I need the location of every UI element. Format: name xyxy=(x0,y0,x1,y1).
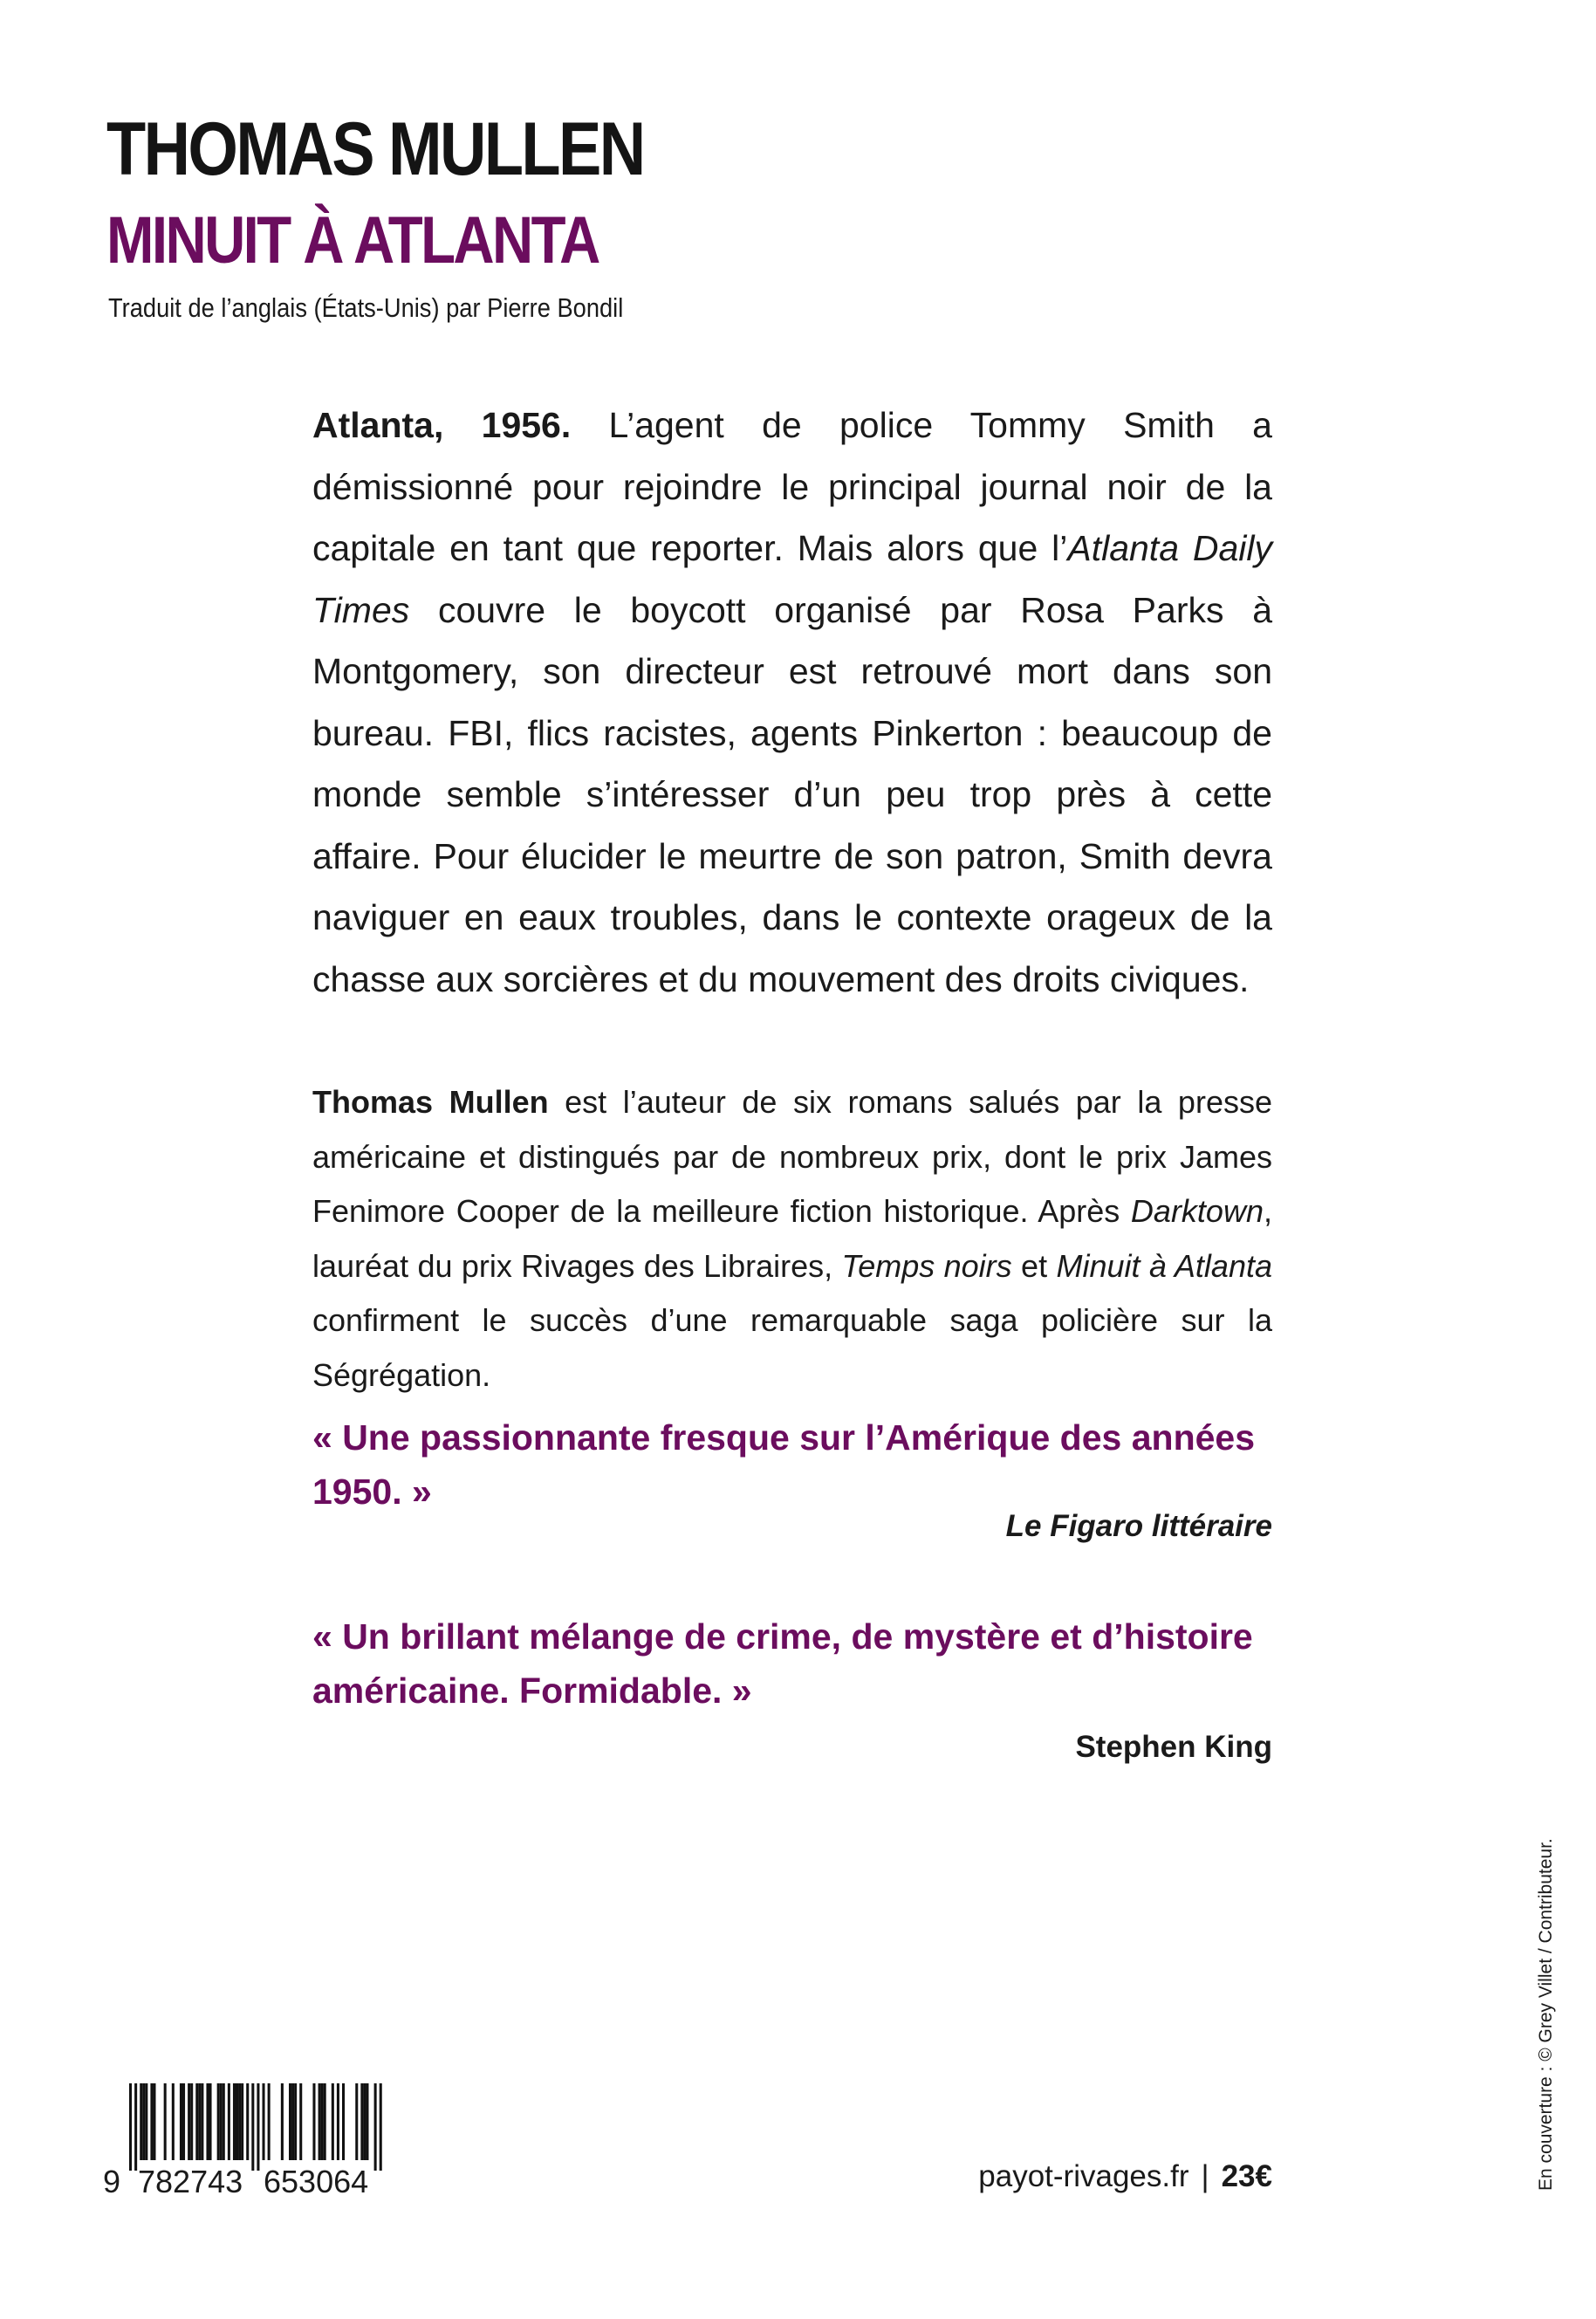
bio-text: et xyxy=(1011,1247,1057,1284)
quote-source-figaro: Le Figaro littéraire xyxy=(1005,1509,1272,1543)
barcode-bar xyxy=(360,2083,363,2160)
barcode-bar xyxy=(129,2083,132,2171)
book-title: MINUIT À ATLANTA xyxy=(106,203,599,278)
barcode-bar xyxy=(220,2083,223,2160)
barcode-bar xyxy=(241,2083,243,2160)
barcode-bar xyxy=(321,2083,324,2160)
book-darktown: Darktown xyxy=(1130,1193,1264,1229)
barcode-bar xyxy=(150,2083,153,2160)
barcode-bar xyxy=(246,2083,249,2160)
barcode-bar xyxy=(366,2083,368,2160)
barcode-bar xyxy=(198,2083,201,2160)
barcode-bar xyxy=(238,2083,241,2160)
price: 23€ xyxy=(1221,2159,1272,2193)
barcode-bar xyxy=(263,2083,265,2160)
barcode-bar xyxy=(206,2083,209,2160)
bio-lead: Thomas Mullen xyxy=(312,1084,549,1120)
cover-photo-credit: En couverture : © Grey Villet / Contributeur. xyxy=(1536,1838,1556,2191)
barcode-bar xyxy=(380,2083,382,2171)
barcode-digits-right: 653064 xyxy=(264,2164,369,2195)
barcode-bar xyxy=(236,2083,238,2160)
publisher-website: payot-rivages.fr xyxy=(978,2159,1189,2193)
author-name: THOMAS MULLEN xyxy=(106,107,644,191)
barcode-bar xyxy=(251,2083,254,2171)
barcode-bar xyxy=(294,2083,297,2160)
synopsis-lead: Atlanta, 1956. xyxy=(312,405,572,445)
synopsis xyxy=(312,395,1272,1010)
barcode-bar xyxy=(180,2083,182,2160)
book-minuit: Minuit à Atlanta xyxy=(1056,1247,1272,1284)
barcode-bar xyxy=(332,2083,334,2160)
barcode-bar xyxy=(145,2083,147,2160)
barcode-bar xyxy=(324,2083,326,2160)
quote-king: « Un brillant mélange de crime, de mystère et d’histoire américaine. Formidable. » xyxy=(312,1616,1253,1711)
barcode-bar xyxy=(140,2083,142,2160)
barcode-bar xyxy=(153,2083,155,2160)
barcode-bar xyxy=(134,2083,137,2171)
barcode-bar xyxy=(190,2083,193,2160)
barcode-bar xyxy=(201,2083,203,2160)
barcode-bar xyxy=(355,2083,358,2160)
footer-separator: | xyxy=(1201,2159,1209,2193)
barcode-bar xyxy=(281,2083,284,2160)
barcode-bar xyxy=(342,2083,345,2160)
bio-text: confirment le succès d’une remarquable saga policière sur la Ségrégation. xyxy=(312,1302,1272,1393)
barcode-bar xyxy=(257,2083,259,2171)
barcode-bar xyxy=(195,2083,198,2160)
barcode-bar xyxy=(188,2083,190,2160)
author-bio xyxy=(312,1075,1272,1403)
barcode-bar xyxy=(289,2083,291,2160)
newspaper-name: Atlanta Daily Times xyxy=(312,528,1272,630)
barcode-bar xyxy=(363,2083,366,2160)
barcode-bar xyxy=(268,2083,271,2160)
barcode-number xyxy=(103,2164,368,2195)
bio-text: est l’auteur de six romans salués par la presse américaine et distingués par de nombreux prix, dont le prix James Fenimore Cooper de la meilleure fiction historique. Après xyxy=(312,1084,1272,1229)
isbn-barcode xyxy=(103,2082,408,2195)
synopsis-text: couvre le boycott organisé par Rosa Parks à Montgomery, son directeur est retrouvé mort dans son bureau. FBI, flics racistes, agents Pinkerton : beaucoup de monde semble s’intéresser d’un peu trop près à cette affaire. Pour élucider le meurtre de son patron, Smith devra naviguer en eaux troubles, dans le contexte orageux de la chasse aux sorcières et du mouvement des droits civiques. xyxy=(312,589,1272,999)
barcode-bar xyxy=(217,2083,220,2160)
book-temps-noirs: Temps noirs xyxy=(841,1247,1012,1284)
barcode-bar xyxy=(228,2083,230,2160)
barcode-bar xyxy=(209,2083,212,2160)
barcode-bar xyxy=(233,2083,236,2160)
bio-text: , lauréat du prix Rivages des Libraires, xyxy=(312,1193,1272,1284)
barcode-bar xyxy=(312,2083,315,2160)
barcode-bar xyxy=(374,2083,377,2171)
barcode-bar xyxy=(319,2083,321,2160)
footer xyxy=(978,2161,1272,2192)
barcode-bar xyxy=(142,2083,145,2160)
barcode-bars xyxy=(129,2083,382,2171)
quote-source-king: Stephen King xyxy=(1075,1730,1272,1764)
barcode-bar xyxy=(182,2083,185,2160)
synopsis-text: L’agent de police Tommy Smith a démissionné pour rejoindre le principal journal noir de la capitale en tant que reporter. Mais alors que l’ xyxy=(312,405,1272,568)
quote-figaro: « Une passionnante fresque sur l’Amérique des années 1950. » xyxy=(312,1417,1256,1512)
barcode-bar xyxy=(291,2083,294,2160)
barcode-bar xyxy=(172,2083,175,2160)
translator-credit: Traduit de l’anglais (États-Unis) par Pierre Bondil xyxy=(108,292,624,323)
barcode-digit: 9 xyxy=(103,2164,121,2195)
barcode-bar xyxy=(164,2083,167,2160)
barcode-bar xyxy=(299,2083,302,2160)
barcode-bar xyxy=(337,2083,339,2160)
barcode-bar xyxy=(223,2083,225,2160)
barcode-digits-left: 782743 xyxy=(138,2164,243,2195)
